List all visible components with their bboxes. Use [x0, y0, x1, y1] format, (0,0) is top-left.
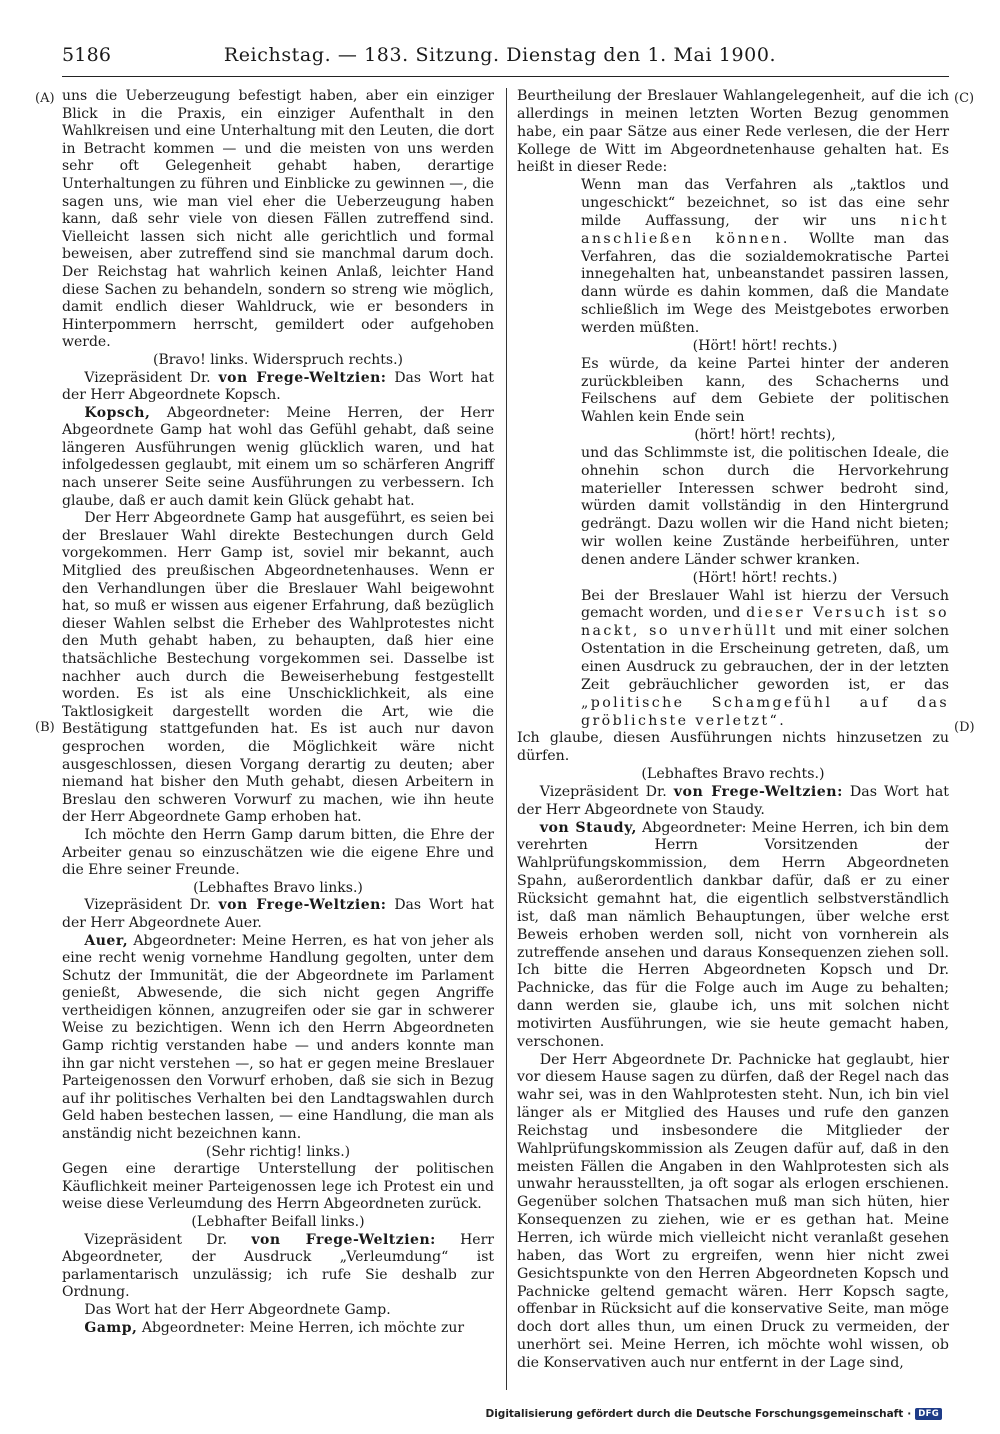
stage-direction: (Bravo! links. Widerspruch rechts.) [152, 351, 404, 368]
speaker-name: von Frege-Weltzien: [218, 369, 387, 386]
speaker-name: von Frege-Weltzien: [673, 783, 843, 800]
running-title: Reichstag. — 183. Sitzung. Dienstag den 1. Mai 1900. [223, 44, 777, 66]
speaker-title: Vizepräsident Dr. [84, 897, 219, 914]
column-divider [506, 88, 507, 1390]
stage-direction: (hört! hört! rechts), [694, 427, 836, 444]
speech-text: Das Wort hat der Herr Abgeordnete Kopsch. [62, 369, 494, 404]
speech-text: Herr Abgeordneter, der Ausdruck „Verleumdung“ ist parlamentarisch unzulässig; ich rufe Sie deshalb zur Ordnung. [62, 1231, 494, 1301]
speech-text: Abgeordneter: Meine Herren, es hat von jeher als eine recht wenig vornehme Handlung gegolten, unter dem Schutz der Immunität, die der Abgeordnete im Parlament genießt, Abwesende, die sich nicht gegen Angriffe vertheidigen können, anzugreifen oder sie gar in schwerer Weise zu bezichtigen. Wenn ich den Herrn Abgeordneten Gamp richtig verstanden habe — und anders konnte man ihn gar nicht verstehen —, so hat er gegen meine Breslauer Parteigenossen den Vorwurf erhoben, daß sie sich in Bezug auf ihr politisches Verhalten bei den Landtagswahlen durch Geld haben bestechen lassen, — eine Handlung, die man als anständig nicht bezeichnen kann. [62, 932, 494, 1143]
right-column [517, 88, 949, 1373]
quotation-paragraph [581, 177, 949, 338]
paragraph [62, 933, 494, 1144]
quotation-paragraph [581, 588, 949, 731]
credit-text: Digitalisierung gefördert durch die Deutsche Forschungsgemeinschaft [485, 1408, 904, 1420]
paragraph [62, 1320, 494, 1338]
quotation-paragraph: und das Schlimmste ist, die politischen Ideale, die ohnehin schon durch die Hervorkehrung materieller Interessen schwer bedroht sind, würden damit vollständig in den Hintergrund gedrängt. Dazu wollen wir die Hand nicht bieten; wir wollen keine Zustände herbeiführen, unter denen andere Länder schwer kranken. [581, 444, 949, 568]
paragraph: uns die Ueberzeugung befestigt haben, aber ein einziger Blick in die Praxis, ein einziger Aufenthalt in den Wahlkreisen und eine Unterhaltung mit den Leuten, die dort in Betracht kommen — und die meisten von uns werden sehr oft Gelegenheit gehabt haben, derartige Unterhaltungen zu führen und Einblicke zu gewinnen —, die sagen uns, wie man viel eher die Ueberzeugung haben kann, daß sehr viele von diesen Fällen zutreffend sind. Vielleicht lassen sich nicht alle gerichtlich und formal beweisen, aber zutreffend sind sie manchmal darum doch. Der Reichstag hat wahrlich keinen Anlaß, leichter Hand diese Sachen zu behandeln, sondern so streng wie möglich, damit endlich dieser Wahldruck, wie er besonders in Hinterpommern herrscht, gemildert oder aufgehoben werde. [62, 88, 494, 351]
speaker-name: Kopsch, [84, 404, 151, 421]
speaker-name: von Staudy, [539, 819, 637, 836]
paragraph [62, 405, 494, 511]
speaker-name: Gamp, [84, 1319, 138, 1336]
stage-direction: (Sehr richtig! links.) [205, 1143, 351, 1160]
speech-text: Abgeordneter: Meine Herren, der Herr Abgeordnete Gamp hat wohl das Gefühl gehabt, daß seine längeren Ausführungen wenig glücklich waren, und hat infolgedessen geglaubt, mit einem um so schärferen Angriff nach unserer Seite seine Ausführungen zu verbessern. Ich glaube, daß er auch damit kein Glück gehabt hat. [62, 404, 494, 509]
dfg-logo-icon: DFG [915, 1408, 942, 1420]
page-number: 5186 [62, 44, 112, 66]
stage-direction: (Lebhafter Beifall links.) [191, 1214, 365, 1230]
speaker-name: von Frege-Weltzien: [218, 897, 387, 914]
paragraph [517, 784, 949, 820]
speech-text: Das Wort hat der Herr Abgeordnete von Staudy. [517, 783, 949, 818]
paragraph: Der Herr Abgeordnete Gamp hat ausgeführt, es seien bei der Breslauer Wahl direkte Bestechungen durch Geld vorgekommen. Herr Gamp ist, soviel mir bekannt, auch Mitglied des preußischen Abgeordnetenhauses. Wenn er den Verhandlungen über die Breslauer Wahl beigewohnt hat, so muß er wissen aus eigener Erfahrung, daß bezüglich dieser Wahlen selbst die Erheber des Wahlprotestes nicht den Muth gehabt haben, zu behaupten, daß hier eine thatsächliche Bestechung vorgekommen sei. Dasselbe ist nachher auch durch die Beweiserhebung festgestellt worden. Es ist als eine Unschicklichkeit, als eine Taktlosigkeit dargestellt worden die Art, wie die Bestätigung stattgefunden hat. Es ist auch nur davon gesprochen worden, die Möglichkeit wäre nicht ausgeschlossen, diesen Vorgang derartig zu deuten; aber niemand hat bisher den Muth gehabt, diesen Arbeitern in Breslau den schweren Vorwurf zu machen, wie ihn heute der Herr Abgeordnete Gamp erhoben hat. [62, 510, 494, 826]
margin-letter-d: (D) [954, 720, 975, 735]
quote-emphasis: nicht anschließen können. [581, 212, 949, 247]
paragraph [517, 820, 949, 1052]
speaker-title: Vizepräsident Dr. [84, 1231, 252, 1248]
page-header [0, 0, 1000, 80]
header-rule [62, 76, 949, 77]
paragraph: Das Wort hat der Herr Abgeordnete Gamp. [84, 1301, 391, 1318]
paragraph [62, 897, 494, 932]
speaker-name: von Frege-Weltzien: [251, 1231, 436, 1248]
quotation-paragraph: Es würde, da keine Partei hinter der anderen zurückbleiben kann, des Schacherns und Feilschens auf dem Gebiete der politischen Wahlen kein Ende sein [581, 355, 949, 426]
stage-direction: (Lebhaftes Bravo links.) [193, 879, 363, 896]
quote-text: Wollte man das Verfahren, das die sozialdemokratische Partei innegehalten hat, unbeanstandet passiren lassen, dann würde es dahin kommen, daß die Mandate schließlich im Wege des Meistgebotes erworben werden müßten. [581, 230, 949, 336]
speaker-name: Auer, [84, 932, 129, 949]
stage-direction: (Lebhaftes Bravo rechts.) [641, 766, 825, 783]
quote-text: Wenn man das Verfahren als „taktlos und ungeschickt“ bezeichnet, so ist das eine sehr milde Auffassung, der wir uns [581, 177, 949, 229]
stage-direction: (Hört! hört! rechts.) [692, 569, 838, 586]
speech-text: Das Wort hat der Herr Abgeordnete Auer. [62, 897, 494, 931]
paragraph: Gegen eine derartige Unterstellung der politischen Käuflichkeit meiner Parteigenossen lege ich Protest ein und weise diese Verleumdung des Herrn Abgeordneten zurück. [62, 1161, 494, 1213]
credit-separator: · [907, 1408, 912, 1420]
quotation-block [581, 177, 949, 730]
paragraph: Ich glaube, diesen Ausführungen nichts hinzusetzen zu dürfen. [517, 730, 949, 765]
speaker-title: Vizepräsident Dr. [539, 783, 674, 800]
quote-text: Bei der Breslauer Wahl ist hierzu der Versuch gemacht worden, und [581, 587, 949, 622]
quote-emphasis: „politische Schamgefühl auf das gröblichste verletzt“. [581, 694, 949, 729]
paragraph: Der Herr Abgeordnete Dr. Pachnicke hat geglaubt, hier vor diesem Hause sagen zu dürfen, daß der Regel nach das wahr sei, was in den Wahlprotesten steht. Nun, ich bin viel länger als er Mitglied des Hauses und rufe den ganzen Reichstag und insbesondere die Mitglieder der Wahlprüfungskommission als Zeugen dafür auf, daß in den meisten Fällen die Angaben in den Wahlprotesten sich als unwahr herausstellten, ja oft sogar als erlogen erschienen. Gegenüber solchen Thatsachen muß man sich hüten, hier Konsequenzen zu ziehen, wie er es gethan hat. Meine Herren, ich würde mich vielleicht nicht veranlaßt gesehen haben, das Wort zu ergreifen, wenn hier nicht zwei Gesichtspunkte von den Herren Abgeordneten Kopsch und Pachnicke geltend gemacht wären. Herr Kopsch sagte, offenbar in Rücksicht auf die konservative Seite, man möge doch dort alles thun, um einen Druck zu vermeiden, der unerhört sei. Meine Herren, ich möchte wohl wissen, ob die Konservativen auch nur entfernt in der Lage sind, [517, 1051, 949, 1371]
margin-letter-a: (A) [35, 91, 55, 106]
speaker-title: Vizepräsident Dr. [84, 369, 219, 386]
paragraph: Beurtheilung der Breslauer Wahlangelegenheit, auf die ich allerdings in meinen letzten Worten Bezug genommen habe, ein paar Sätze aus einer Rede verlesen, die der Herr Kollege de Witt im Abgeordnetenhause gehalten hat. Es heißt in dieser Rede: [517, 88, 949, 176]
margin-letter-c: (C) [954, 91, 975, 106]
stage-direction: (Hört! hört! rechts.) [692, 337, 838, 354]
quote-emphasis: dieser Versuch ist so nackt, so unverhüllt [581, 605, 949, 640]
paragraph: Ich möchte den Herrn Gamp darum bitten, die Ehre der Arbeiter genau so einzuschätzen wie die eigene Ehre und die Ehre seiner Freunde. [62, 826, 494, 879]
quote-text: und mit einer solchen Ostentation in die Erscheinung getreten, daß, um einen Ausdruck zu gebrauchen, der in der letzten Zeit gebräuchlicher geworden ist, er das [581, 623, 949, 693]
paragraph [62, 370, 494, 405]
footer-credit [485, 1408, 942, 1420]
margin-letter-b: (B) [35, 720, 55, 735]
speech-text: Abgeordneter: Meine Herren, ich bin dem verehrten Herrn Vorsitzenden der Wahlprüfungskommission, dem Herrn Abgeordneten Spahn, außerordentlich dankbar dafür, daß er zu einer Rücksicht gemahnt hat, die eigentlich selbstverständlich ist, daß man nämlich Behauptungen, über welche erst Beweis erhoben werden soll, nicht von vornherein als zutreffende ansehen und daraus Konsequenzen ziehen soll. Ich bitte die Herren Abgeordneten Kopsch und Dr. Pachnicke, das für die Folge auch im Auge zu behalten; dann werden sie, glaube ich, uns mit solchen nicht motivirten Ausführungen, wie sie heute gemacht haben, verschonen. [517, 819, 949, 1050]
speech-text: Abgeordneter: Meine Herren, ich möchte zur [137, 1319, 465, 1336]
paragraph [62, 1232, 494, 1302]
left-column [62, 88, 494, 1337]
